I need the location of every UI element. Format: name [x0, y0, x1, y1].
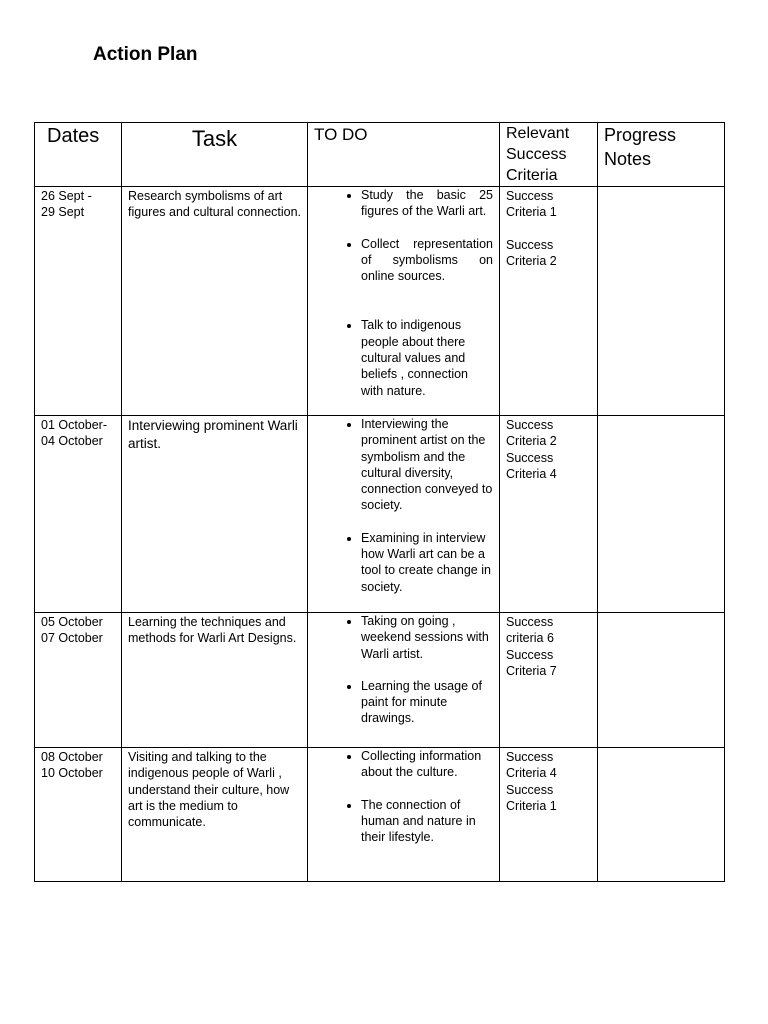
criteria-item: Success Criteria 1	[506, 782, 557, 813]
todo-list	[308, 748, 499, 845]
todo-cell	[308, 187, 500, 416]
date-start: 05 October	[41, 615, 103, 629]
criteria-item: Success Criteria 2	[506, 237, 557, 268]
list-item: • Interviewing the prominent artist on the symbolism and the cultural diversity, connection conveyed to society.	[361, 416, 493, 514]
action-plan-table	[34, 122, 725, 882]
date-end: 07 October	[41, 631, 103, 646]
criteria-cell	[500, 416, 598, 613]
header-criteria: Relevant Success Criteria	[500, 123, 598, 187]
list-item: • Talk to indigenous people about there cultural values and beliefs , connection with nature.	[361, 317, 493, 398]
criteria-item: Success Criteria 4	[506, 450, 557, 481]
dates-cell	[35, 748, 122, 882]
page-title: Action Plan	[93, 44, 198, 65]
date-start: 08 October	[41, 750, 103, 764]
task-cell: Learning the techniques and methods for Warli Art Designs.	[122, 613, 308, 748]
header-notes: Progress Notes	[598, 123, 725, 187]
list-item: • Collecting information about the culture.	[361, 748, 493, 781]
list-item: • The connection of human and nature in their lifestyle.	[361, 797, 493, 846]
date-end: 29 Sept	[41, 205, 85, 220]
list-item: • Taking on going , weekend sessions with Warli artist.	[361, 613, 493, 662]
criteria-item: Success criteria 6	[506, 615, 554, 646]
header-todo: TO DO	[308, 123, 500, 187]
task-cell: Research symbolisms of art figures and cultural connection.	[122, 187, 308, 416]
header-task: Task	[122, 123, 308, 187]
todo-cell	[308, 416, 500, 613]
notes-cell	[598, 613, 725, 748]
todo-cell	[308, 748, 500, 882]
criteria-cell	[500, 613, 598, 748]
date-end: 04 October	[41, 434, 103, 449]
table-row	[35, 187, 725, 416]
notes-cell	[598, 187, 725, 416]
dates-cell	[35, 416, 122, 613]
list-item: • Study the basic 25 figures of the Warli art.	[361, 187, 493, 220]
notes-cell	[598, 416, 725, 613]
header-dates: Dates	[35, 123, 122, 187]
todo-list	[308, 613, 499, 727]
list-item: • Learning the usage of paint for minute drawings.	[361, 678, 493, 727]
table-header-row	[35, 123, 725, 187]
date-end: 10 October	[41, 766, 103, 781]
todo-list	[308, 187, 499, 399]
list-item: • Collect representation of symbolisms on online sources.	[361, 236, 493, 285]
criteria-cell	[500, 187, 598, 416]
todo-cell	[308, 613, 500, 748]
table-row	[35, 416, 725, 613]
notes-cell	[598, 748, 725, 882]
criteria-cell	[500, 748, 598, 882]
criteria-item: Success Criteria 1	[506, 189, 557, 220]
dates-cell	[35, 187, 122, 416]
list-item: • Examining in interview how Warli art can be a tool to create change in society.	[361, 530, 493, 595]
table-row	[35, 748, 725, 882]
dates-cell	[35, 613, 122, 748]
todo-list	[308, 416, 499, 595]
criteria-item: Success Criteria 4	[506, 750, 557, 781]
task-cell: Interviewing prominent Warli artist.	[122, 416, 308, 613]
criteria-item: Success Criteria 7	[506, 647, 557, 678]
table-row	[35, 613, 725, 748]
criteria-item: Success Criteria 2	[506, 418, 557, 449]
task-cell: Visiting and talking to the indigenous people of Warli , understand their culture, how art is the medium to communicate.	[122, 748, 308, 882]
date-start: 01 October-	[41, 418, 108, 432]
date-start: 26 Sept -	[41, 189, 92, 203]
